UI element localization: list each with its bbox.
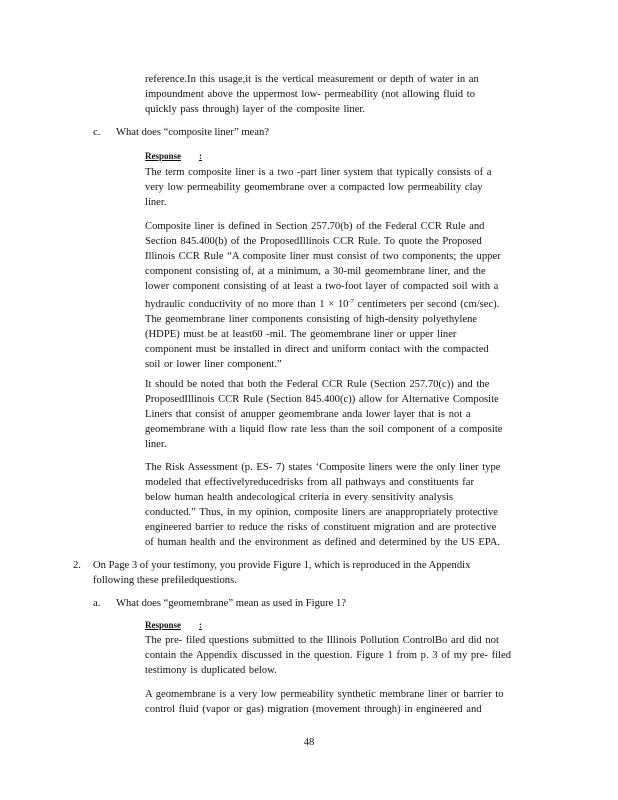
text-line: geomembrane with a liquid flow rate less than the soil component of a composite [145, 424, 503, 435]
text-line: Section 845.400(b) of the ProposedIllinois CCR Rule. To quote the Proposed [145, 236, 482, 247]
paragraph-composite-liner-definition [145, 165, 530, 210]
text-line: very low permeability geomembrane over a compacted low permeability clay [145, 182, 483, 193]
page-number: 48 [303, 737, 315, 748]
text-line: liner. [145, 197, 167, 208]
text-line: below human health andecological criteria in every sensitivity analysis [145, 492, 454, 503]
text-line: impoundment above the uppermost low- permeability (not allowing fluid to [145, 89, 475, 100]
hydraulic-text-rest: centimeters per second (cm/sec). [353, 299, 500, 310]
question-2-line-1: On Page 3 of your testimony, you provide Figure 1, which is reproduced in the Appendix [93, 560, 471, 571]
question-a-marker: a. [93, 598, 101, 609]
text-line: component consisting of, at a minimum, a 30-mil geomembrane liner, and the [145, 266, 486, 277]
response-heading [145, 150, 202, 162]
response-label: Response [145, 151, 182, 161]
response-colon: : [199, 151, 203, 161]
response-heading [145, 619, 202, 631]
text-line: The geomembrane liner components consisting of high-density polyethylene [145, 314, 478, 325]
question-c-marker: c. [93, 127, 101, 138]
text-line: engineered barrier to reduce the risks of constituent migration and are protective [145, 522, 497, 533]
exponent: -7 [348, 298, 354, 305]
paragraph-ccr-rule-quote [145, 219, 530, 372]
question-c-text: What does “composite liner” mean? [116, 127, 269, 138]
text-line: quickly pass through) layer of the composite liner. [145, 104, 366, 115]
response-label: Response [145, 620, 182, 630]
text-line: The Risk Assessment (p. ES- 7) states ‘Composite liners were the only liner type [145, 462, 501, 473]
text-line: The pre- filed questions submitted to the Illinois Pollution ControlBo ard did not [145, 635, 499, 646]
text-line: It should be noted that both the Federal CCR Rule (Section 257.70(c)) and the [145, 379, 490, 390]
question-2-marker: 2. [73, 560, 81, 571]
text-line: soil or lower liner component.” [145, 359, 282, 370]
text-line: modeled that effectivelyreducedrisks from all pathways and constituents far [145, 477, 475, 488]
question-2-line-2: following these prefiledquestions. [93, 575, 237, 586]
paragraph-risk-assessment [145, 460, 530, 550]
paragraph-geomembrane-definition [145, 687, 530, 717]
text-line: component must be installed in direct and uniform contact with the compacted [145, 344, 489, 355]
text-line: control fluid (vapor or gas) migration (movement through) in engineered and [145, 704, 482, 715]
paragraph-appendix-note [145, 633, 530, 678]
text-line [145, 294, 530, 312]
text-line: reference.In this usage,it is the vertical measurement or depth of water in an [145, 74, 479, 85]
text-line: Liners that consist of anupper geomembrane anda lower layer that is not a [145, 409, 471, 420]
paragraph-alternative-liners [145, 377, 530, 452]
text-line: (HDPE) must be at least60 -mil. The geomembrane liner or upper liner [145, 329, 457, 340]
text-line: Illinois CCR Rule “A composite liner must consist of two components; the upper [145, 251, 501, 262]
response-colon: : [199, 620, 203, 630]
text-line: contain the Appendix discussed in the question. Figure 1 from p. 3 of my pre- filed [145, 650, 512, 661]
question-a-text: What does “geomembrane” mean as used in Figure 1? [116, 598, 347, 609]
text-line: ProposedIllinois CCR Rule (Section 845.400(c)) allow for Alternative Composite [145, 394, 499, 405]
text-line: Composite liner is defined in Section 257.70(b) of the Federal CCR Rule and [145, 221, 485, 232]
text-line: lower component consisting of at least a two-foot layer of compacted soil with a [145, 281, 499, 292]
text-line: testimony is duplicated below. [145, 665, 277, 676]
text-line: The term composite liner is a two -part liner system that typically consists of a [145, 167, 492, 178]
hydraulic-text: hydraulic conductivity of no more than 1 × 10 [145, 299, 349, 310]
text-line: liner. [145, 439, 167, 450]
text-line: conducted.” Thus, in my opinion, composite liners are anappropriately protective [145, 507, 499, 518]
text-line: A geomembrane is a very low permeability synthetic membrane liner or barrier to [145, 689, 504, 700]
text-line: of human health and the environment as defined and determined by the US EPA. [145, 537, 501, 548]
intro-paragraph [145, 72, 530, 117]
